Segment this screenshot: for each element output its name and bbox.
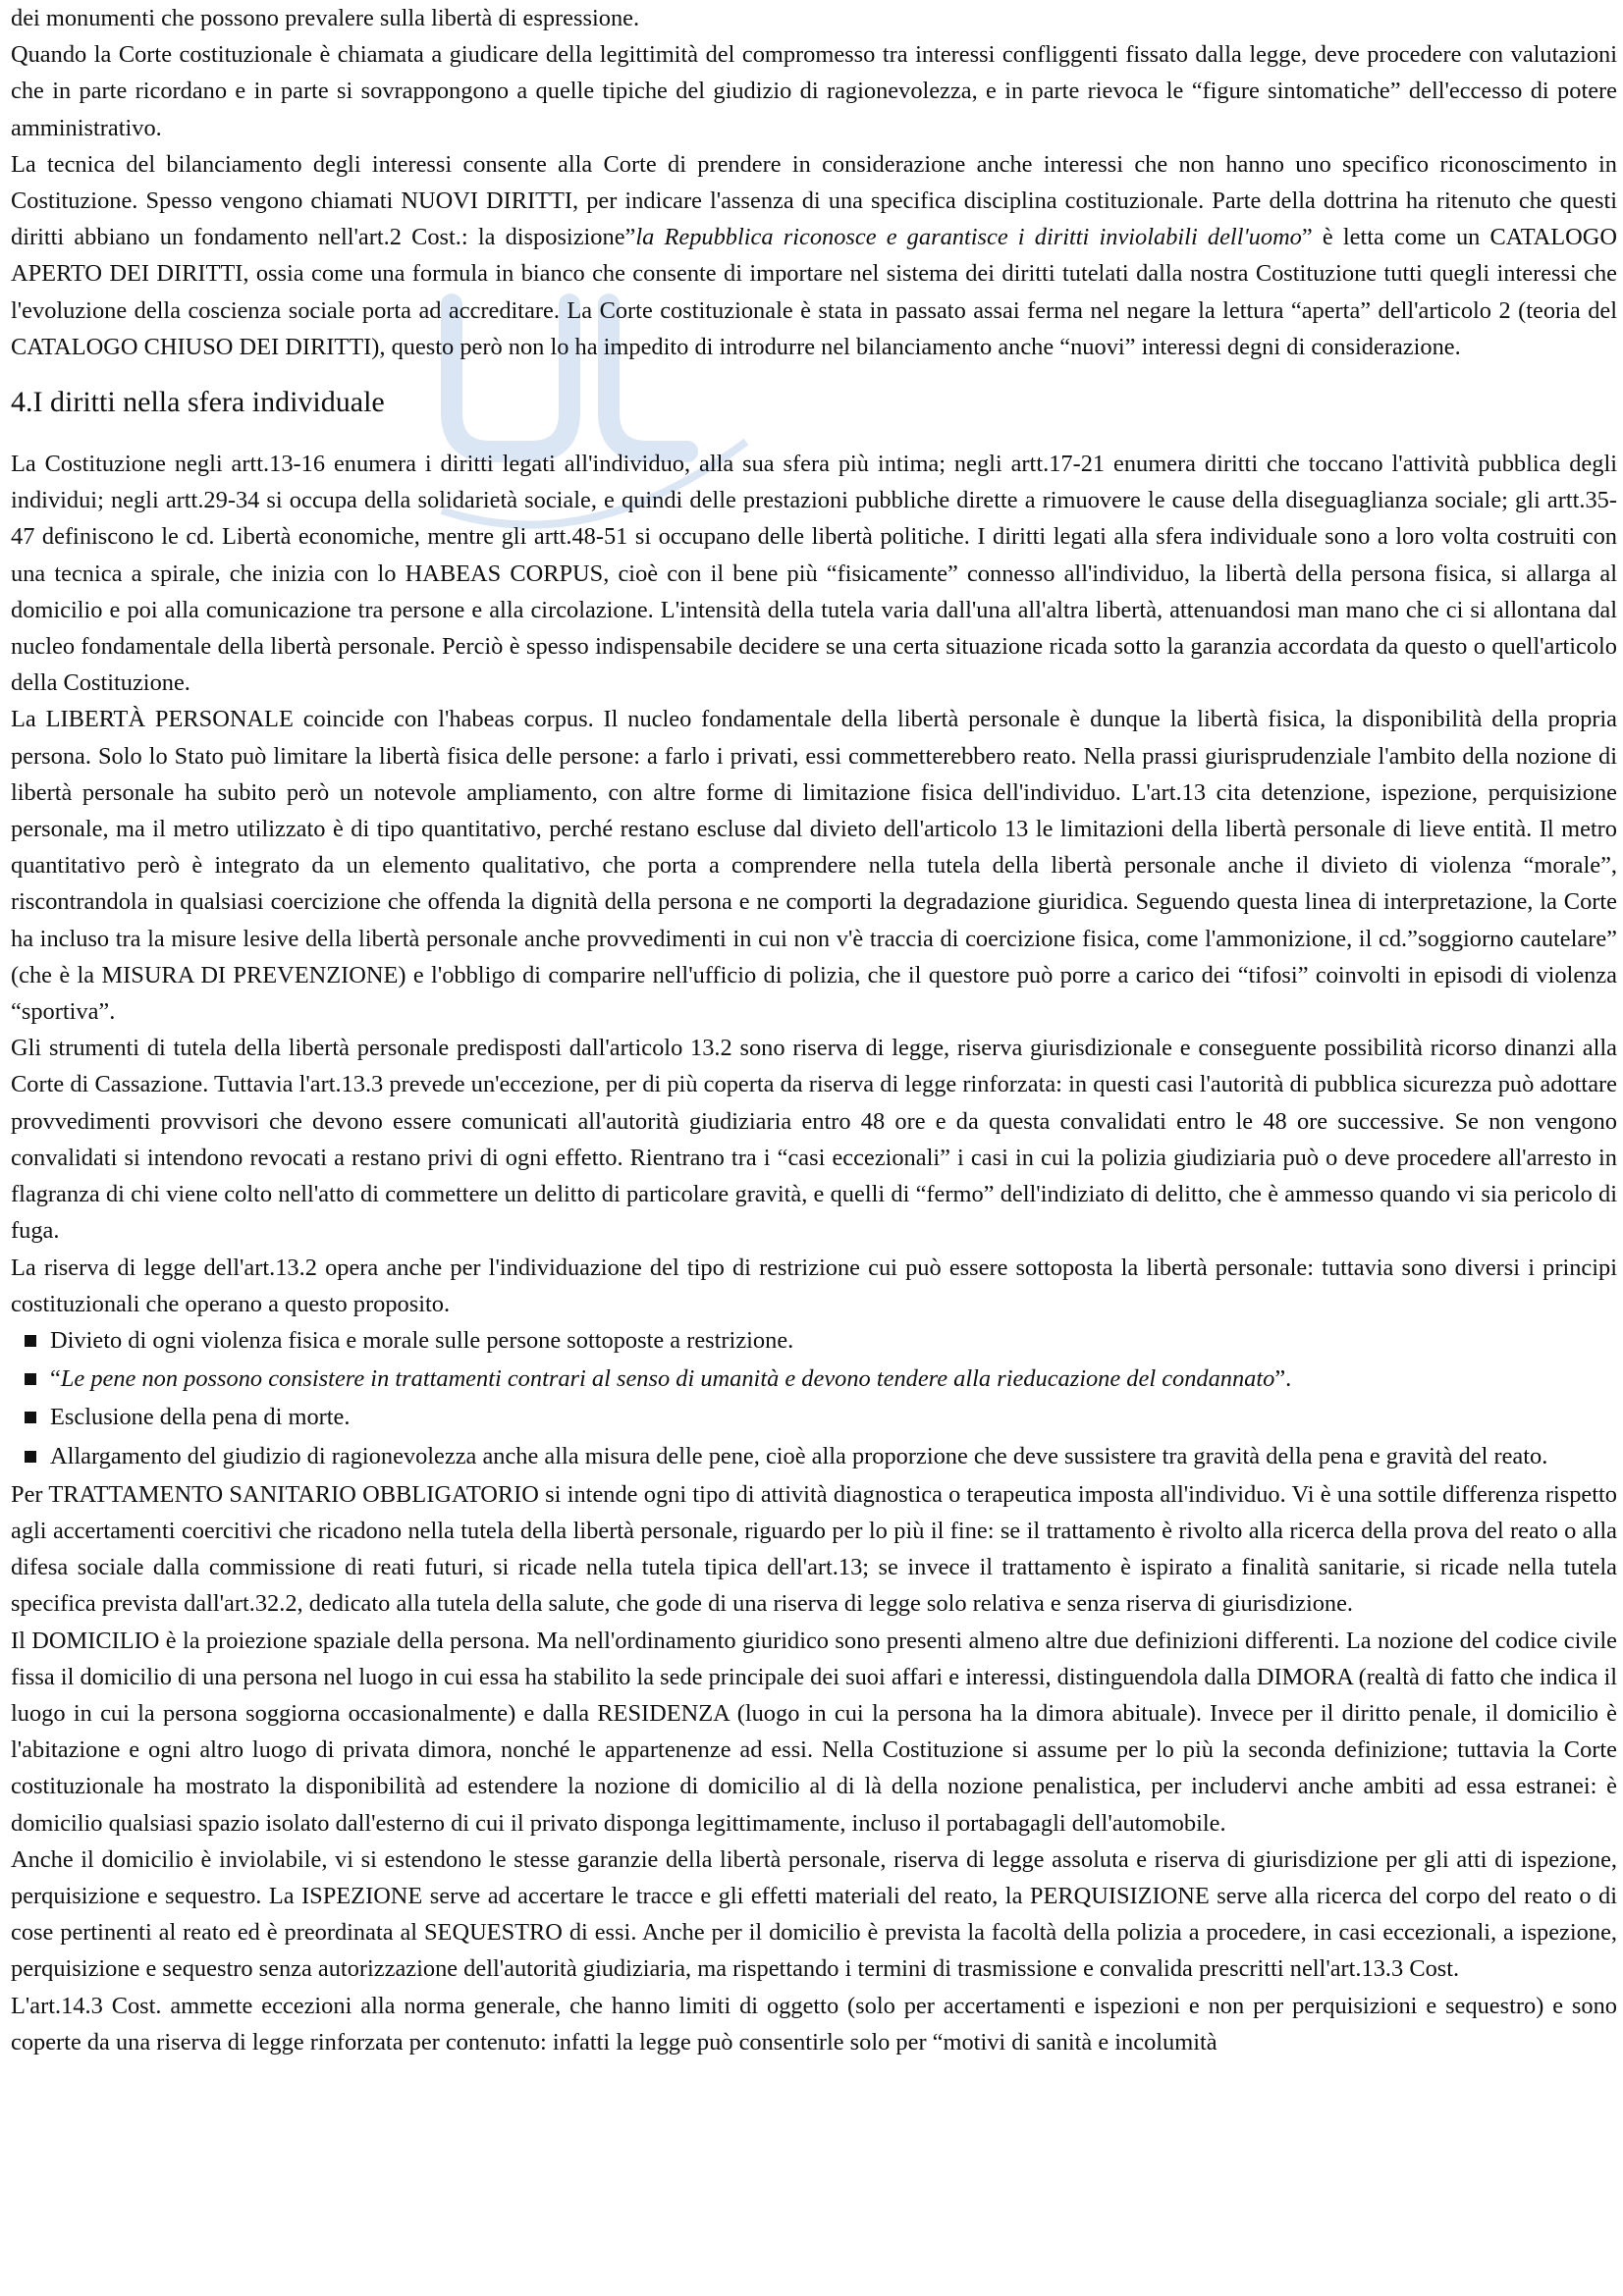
paragraph: Anche il domicilio è inviolabile, vi si estendono le stesse garanzie della libertà personale, riserva di legge assoluta e riserva di giurisdizione per gli atti di ispezione, perquisizione e sequestro. La ISPEZIONE serve ad accertare le tracce e gli effetti materiali del reato, la PERQUISIZIONE serve alla ricerca del corpo del reato o di cose pertinenti al reato ed è preordinata al SEQUESTRO di essi. Anche per il domicilio è prevista la facoltà della polizia a procedere, in casi eccezionali, a ispezione, perquisizione e sequestro senza autorizzazione dell'autorità giudiziaria, ma rispettando i termini di trasmissione e convalida prescritti nell'art.13.3 Cost. [11,1845,1617,1983]
list-item [25,1322,1617,1359]
paragraph: Quando la Corte costituzionale è chiamata a giudicare della legittimità del compromesso tra interessi confliggenti fissato dalla legge, deve procedere con valutazioni che in parte ricordano e in parte si sovrappongono a quelle tipiche del giudizio di ragionevolezza, e in parte rievoca le “figure sintomatiche” dell'eccesso di potere amministrativo. [11,41,1617,141]
paragraph: dei monumenti che possono prevalere sulla libertà di espressione. [11,5,640,31]
paragraph-bilanciamento [11,146,1617,365]
square-bullet-icon [25,1412,36,1423]
bullet-list [11,1322,1617,1474]
italic-quote: Le pene non possono consistere in trattamenti contrari al senso di umanità e devono tendere alla rieducazione del condannato [60,1365,1275,1393]
list-item [25,1361,1617,1397]
document-page [11,0,1617,2060]
paragraph: La LIBERTÀ PERSONALE coincide con l'habeas corpus. Il nucleo fondamentale della libertà personale è dunque la libertà fisica, la disponibilità della propria persona. Solo lo Stato può limitare la libertà fisica delle persone: a farlo i privati, essi commetterebbero reato. Nella prassi giurisprudenziale l'ambito della nozione di libertà personale ha subito però un notevole ampliamento, con altre forme di limitazione fisica dell'individuo. L'art.13 cita detenzione, ispezione, perquisizione personale, ma il metro utilizzato è di tipo quantitativo, perché restano escluse dal divieto dell'articolo 13 le limitazioni della libertà personale di lieve entità. Il metro quantitativo però è integrato da un elemento qualitativo, che porta a comprendere nella tutela della libertà personale anche il divieto di violenza “morale”, riscontrandola in qualsiasi coercizione che offenda la dignità della persona e ne comporti la degradazione giuridica. Seguendo questa linea di interpretazione, la Corte ha incluso tra la misure lesive della libertà personale anche provvedimenti in cui non v'è traccia di coercizione fisica, come l'ammonizione, il cd.”soggiorno cautelare” (che è la MISURA DI PREVENZIONE) e l'obbligo di comparire nell'ufficio di polizia, che il questore può porre a carico dei “tifosi” coinvolti in episodi di violenza “sportiva”. [11,706,1617,1026]
square-bullet-icon [25,1451,36,1463]
list-item [25,1399,1617,1435]
paragraph: La riserva di legge dell'art.13.2 opera anche per l'individuazione del tipo di restrizione cui può essere sottoposta la libertà personale: tuttavia sono diversi i principi costituzionali che operano a questo proposito. [11,1254,1617,1317]
list-item-text: Allargamento del giudizio di ragionevolezza anche alla misura delle pene, cioè alla proporzione che deve sussistere tra gravità della pena e gravità del reato. [50,1442,1548,1469]
paragraph: L'art.14.3 Cost. ammette eccezioni alla norma generale, che hanno limiti di oggetto (solo per accertamenti e ispezioni e non per perquisizioni e sequestro) e sono coperte da una riserva di legge rinforzata per contenuto: infatti la legge può consentirle solo per “motivi di sanità e incolumità [11,1992,1617,2056]
section-heading: 4.I diritti nella sfera individuale [11,386,385,419]
text-run: ” è letta come un CATALOGO APERTO DEI DIRITTI, ossia come una formula in bianco che consente di importare nel sistema dei diritti tutelati dalla nostra Costituzione tutti quegli interessi che l'evoluzione della coscienza sociale porta ad accreditare. La Corte costituzionale è stata in passato assai ferma nel negare la lettura “aperta” dell'articolo 2 (teoria del CATALOGO CHIUSO DEI DIRITTI), questo però non lo ha impedito di introdurre nel bilanciamento anche “nuovi” interessi degni di considerazione. [11,224,1617,360]
square-bullet-icon [25,1373,36,1385]
paragraph: La Costituzione negli artt.13-16 enumera i diritti legati all'individuo, alla sua sfera più intima; negli artt.17-21 enumera diritti che toccano l'attività pubblica degli individui; negli artt.29-34 si occupa della solidarietà sociale, e quindi delle prestazioni pubbliche dirette a rimuovere le cause della diseguaglianza sociale; gli artt.35-47 definiscono le cd. Libertà economiche, mentre gli artt.48-51 si occupano delle libertà politiche. I diritti legati alla sfera individuale sono a loro volta costruiti con una tecnica a spirale, che inizia con lo HABEAS CORPUS, cioè con il bene più “fisicamente” connesso all'individuo, la libertà della persona fisica, si allarga al domicilio e poi alla comunicazione tra persone e alla circolazione. L'intensità della tutela varia dall'una all'altra libertà, attenuandosi man mano che ci si allontana dal nucleo fondamentale della libertà personale. Perciò è spesso indispensabile decidere se una certa situazione ricada sotto la garanzia accordata da questo o quell'articolo della Costituzione. [11,451,1617,697]
paragraph: Per TRATTAMENTO SANITARIO OBBLIGATORIO si intende ogni tipo di attività diagnostica o terapeutica imposta all'individuo. Vi è una sottile differenza rispetto agli accertamenti coercitivi che ricadono nella tutela della libertà personale, riguardo per lo più il fine: se il trattamento è rivolto alla ricerca della prova del reato o alla difesa sociale dalla commissione di reati futuri, si ricade nella tutela tipica dell'art.13; se invece il trattamento è ispirato a finalità sanitarie, si ricade nella tutela specifica prevista dall'art.32.2, dedicato alla tutela della salute, che gode di una riserva di legge solo relativa e senza riserva di giurisdizione. [11,1480,1617,1618]
paragraph: Gli strumenti di tutela della libertà personale predisposti dall'articolo 13.2 sono riserva di legge, riserva giurisdizionale e conseguente possibilità ricorso dinanzi alla Corte di Cassazione. Tuttavia l'art.13.3 prevede un'eccezione, per di più coperta da riserva di legge rinforzata: in questi casi l'autorità di pubblica sicurezza può adottare provvedimenti provvisori che devono essere comunicati all'autorità giudiziaria entro 48 ore e da questa convalidati entro le 48 ore successive. Se non vengono convalidati si intendono revocati a restano privi di ogni effetto. Rientrano tra i “casi eccezionali” i casi in cui la polizia giudiziaria può o deve procedere all'arresto in flagranza di chi viene colto nell'atto di commettere un delitto di particolare gravità, e quelli di “fermo” dell'indiziato di delitto, che è ammesso quando vi sia pericolo di fuga. [11,1035,1617,1245]
square-bullet-icon [25,1335,36,1347]
text-run: ”. [1274,1365,1292,1393]
paragraph: Il DOMICILIO è la proiezione spaziale della persona. Ma nell'ordinamento giuridico sono presenti almeno altre due definizioni differenti. La nozione del codice civile fissa il domicilio di una persona nel luogo in cui essa ha stabilito la sede principale dei suoi affari e interessi, distinguendola dalla DIMORA (realtà di fatto che indica il luogo in cui la persona soggiorna occasionalmente) e dalla RESIDENZA (luogo in cui la persona ha la dimora abituale). Invece per il diritto penale, il domicilio è l'abitazione e ogni altro luogo di privata dimora, nonché le appartenenze ad essi. Nella Costituzione si assume per lo più la seconda definizione; tuttavia la Corte costituzionale ha mostrato la disponibilità ad estendere la nozione di domicilio al di là della nozione penalistica, per includervi anche ambiti ad essa estranei: è domicilio qualsiasi spazio isolato dall'esterno di cui il privato disponga legittimamente, incluso il portabagagli dell'automobile. [11,1627,1617,1837]
text-run: La tecnica del bilanciamento degli interessi consente alla Corte di prendere in considerazione anche interessi che non hanno uno specifico riconoscimento in Costituzione. Spesso vengono chiamati NUOVI DIRITTI, per indicare l'assenza di una specifica disciplina costituzionale. Parte della dottrina ha ritenuto che questi diritti abbiano un fondamento nell'art.2 Cost.: la disposizione” [11,150,1617,251]
list-item-text: Divieto di ogni violenza fisica e morale sulle persone sottoposte a restrizione. [50,1326,794,1354]
text-run: “ [50,1365,61,1393]
list-item [25,1438,1617,1474]
italic-quote: la Repubblica riconosce e garantisce i diritti inviolabili dell'uomo [635,224,1302,251]
list-item-text: Esclusione della pena di morte. [50,1404,351,1431]
